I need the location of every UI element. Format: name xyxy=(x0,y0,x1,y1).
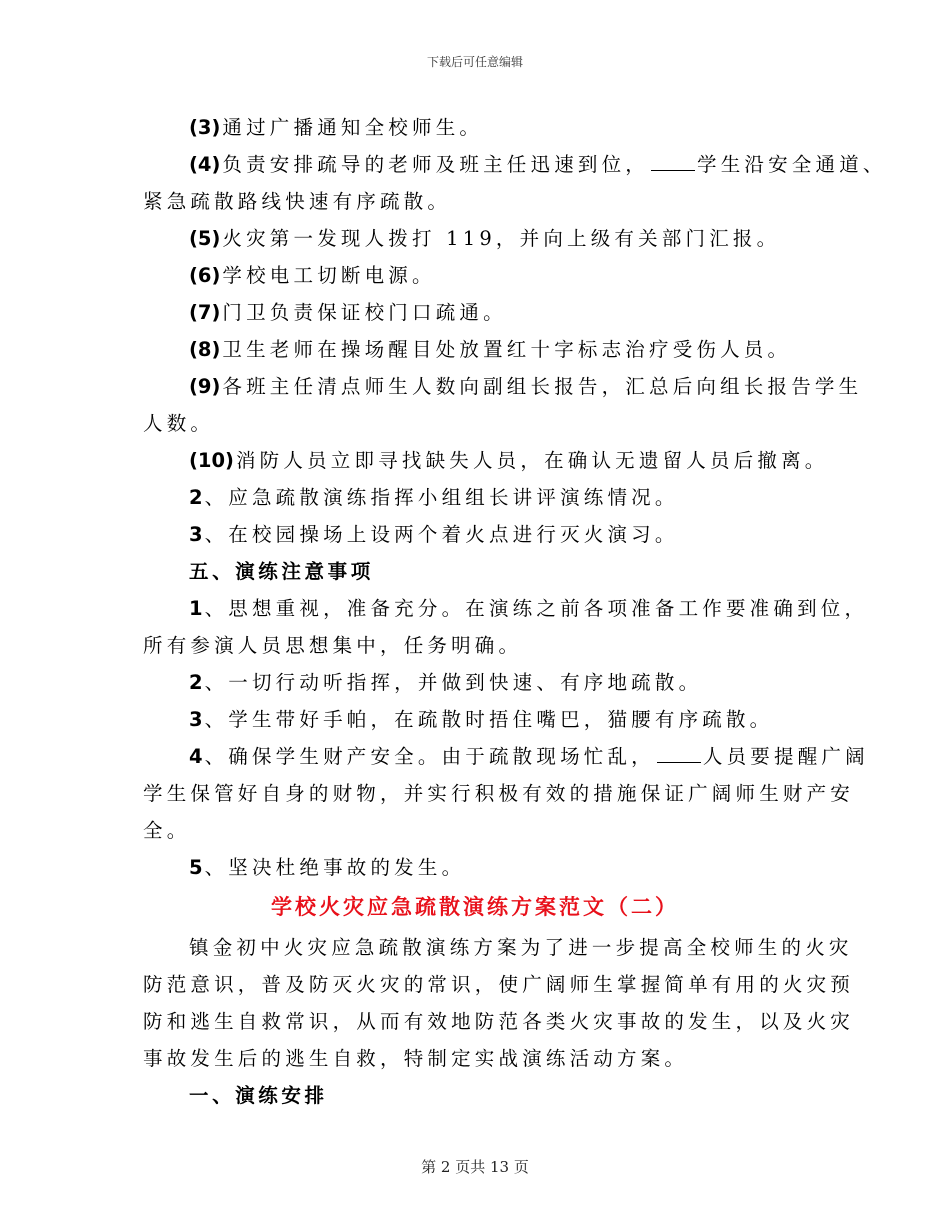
item-4: (4) 负责安排疏导的老师及班主任迅速到位， 学生沿安全通道、 xyxy=(189,147,887,183)
note-1: 1 、思想重视，准备充分。在演练之前各项准备工作要准确到位， xyxy=(189,597,869,620)
item-6: (6) 学校电工切断电源。 xyxy=(189,264,436,287)
item-5: (5) 火灾第一发现人拨打 119，并向上级有关部门汇报。 xyxy=(189,227,781,250)
fill-blank xyxy=(657,740,701,763)
note-2: 2 、一切行动听指挥，并做到快速、有序地疏散。 xyxy=(189,671,703,694)
item-9-cont: 人数。 xyxy=(143,412,215,435)
note-4: 4 、确保学生财产安全。由于疏散现场忙乱， 人员要提醒广阔 xyxy=(189,739,869,775)
item-8: (8) 卫生老师在操场醒目处放置红十字标志治疗受伤人员。 xyxy=(189,338,792,361)
paragraph-line-4: 事故发生后的逃生自救，特制定实战演练活动方案。 xyxy=(143,1047,689,1070)
section-1-heading: 一、演练安排 xyxy=(189,1084,328,1107)
item-10: (10) 消防人员立即寻找缺失人员，在确认无遗留人员后撤离。 xyxy=(189,449,829,472)
item-4-cont: 紧急疏散路线快速有序疏散。 xyxy=(143,190,452,213)
paragraph-line-3: 防和逃生自救常识，从而有效地防范各类火灾事故的发生，以及火灾 xyxy=(143,1010,855,1033)
item-9: (9) 各班主任清点师生人数向副组长报告，汇总后向组长报告学生 xyxy=(189,375,863,398)
page-header: 下载后可任意编辑 xyxy=(426,55,523,69)
page-footer: 第 2 页共 13 页 xyxy=(421,1158,529,1176)
fill-blank xyxy=(651,148,695,171)
paragraph-line-1: 镇金初中火灾应急疏散演练方案为了进一步提高全校师生的火灾 xyxy=(189,936,853,959)
note-5: 5 、坚决杜绝事故的发生。 xyxy=(189,856,466,879)
note-4-cont-2: 全。 xyxy=(143,819,191,842)
item-7: (7) 门卫负责保证校门口疏通。 xyxy=(189,301,507,324)
paragraph-line-2: 防范意识，普及防灭火灾的常识，使广阔师生掌握简单有用的火灾预 xyxy=(143,973,855,996)
document-title: 学校火灾应急疏散演练方案范文（二） xyxy=(271,895,679,919)
item-3: (3) 通过广播通知全校师生。 xyxy=(189,116,484,139)
section-5-heading: 五、演练注意事项 xyxy=(189,560,374,583)
note-4-cont-1: 学生保管好自身的财物，并实行积极有效的措施保证广阔师生财产安 xyxy=(143,782,855,805)
step-2: 2 、应急疏散演练指挥小组组长讲评演练情况。 xyxy=(189,486,679,509)
step-3: 3 、在校园操场上设两个着火点进行灭火演习。 xyxy=(189,523,679,546)
note-3: 3 、学生带好手帕，在疏散时捂住嘴巴，猫腰有序疏散。 xyxy=(189,708,774,731)
note-1-cont: 所有参演人员思想集中，任务明确。 xyxy=(143,634,523,657)
